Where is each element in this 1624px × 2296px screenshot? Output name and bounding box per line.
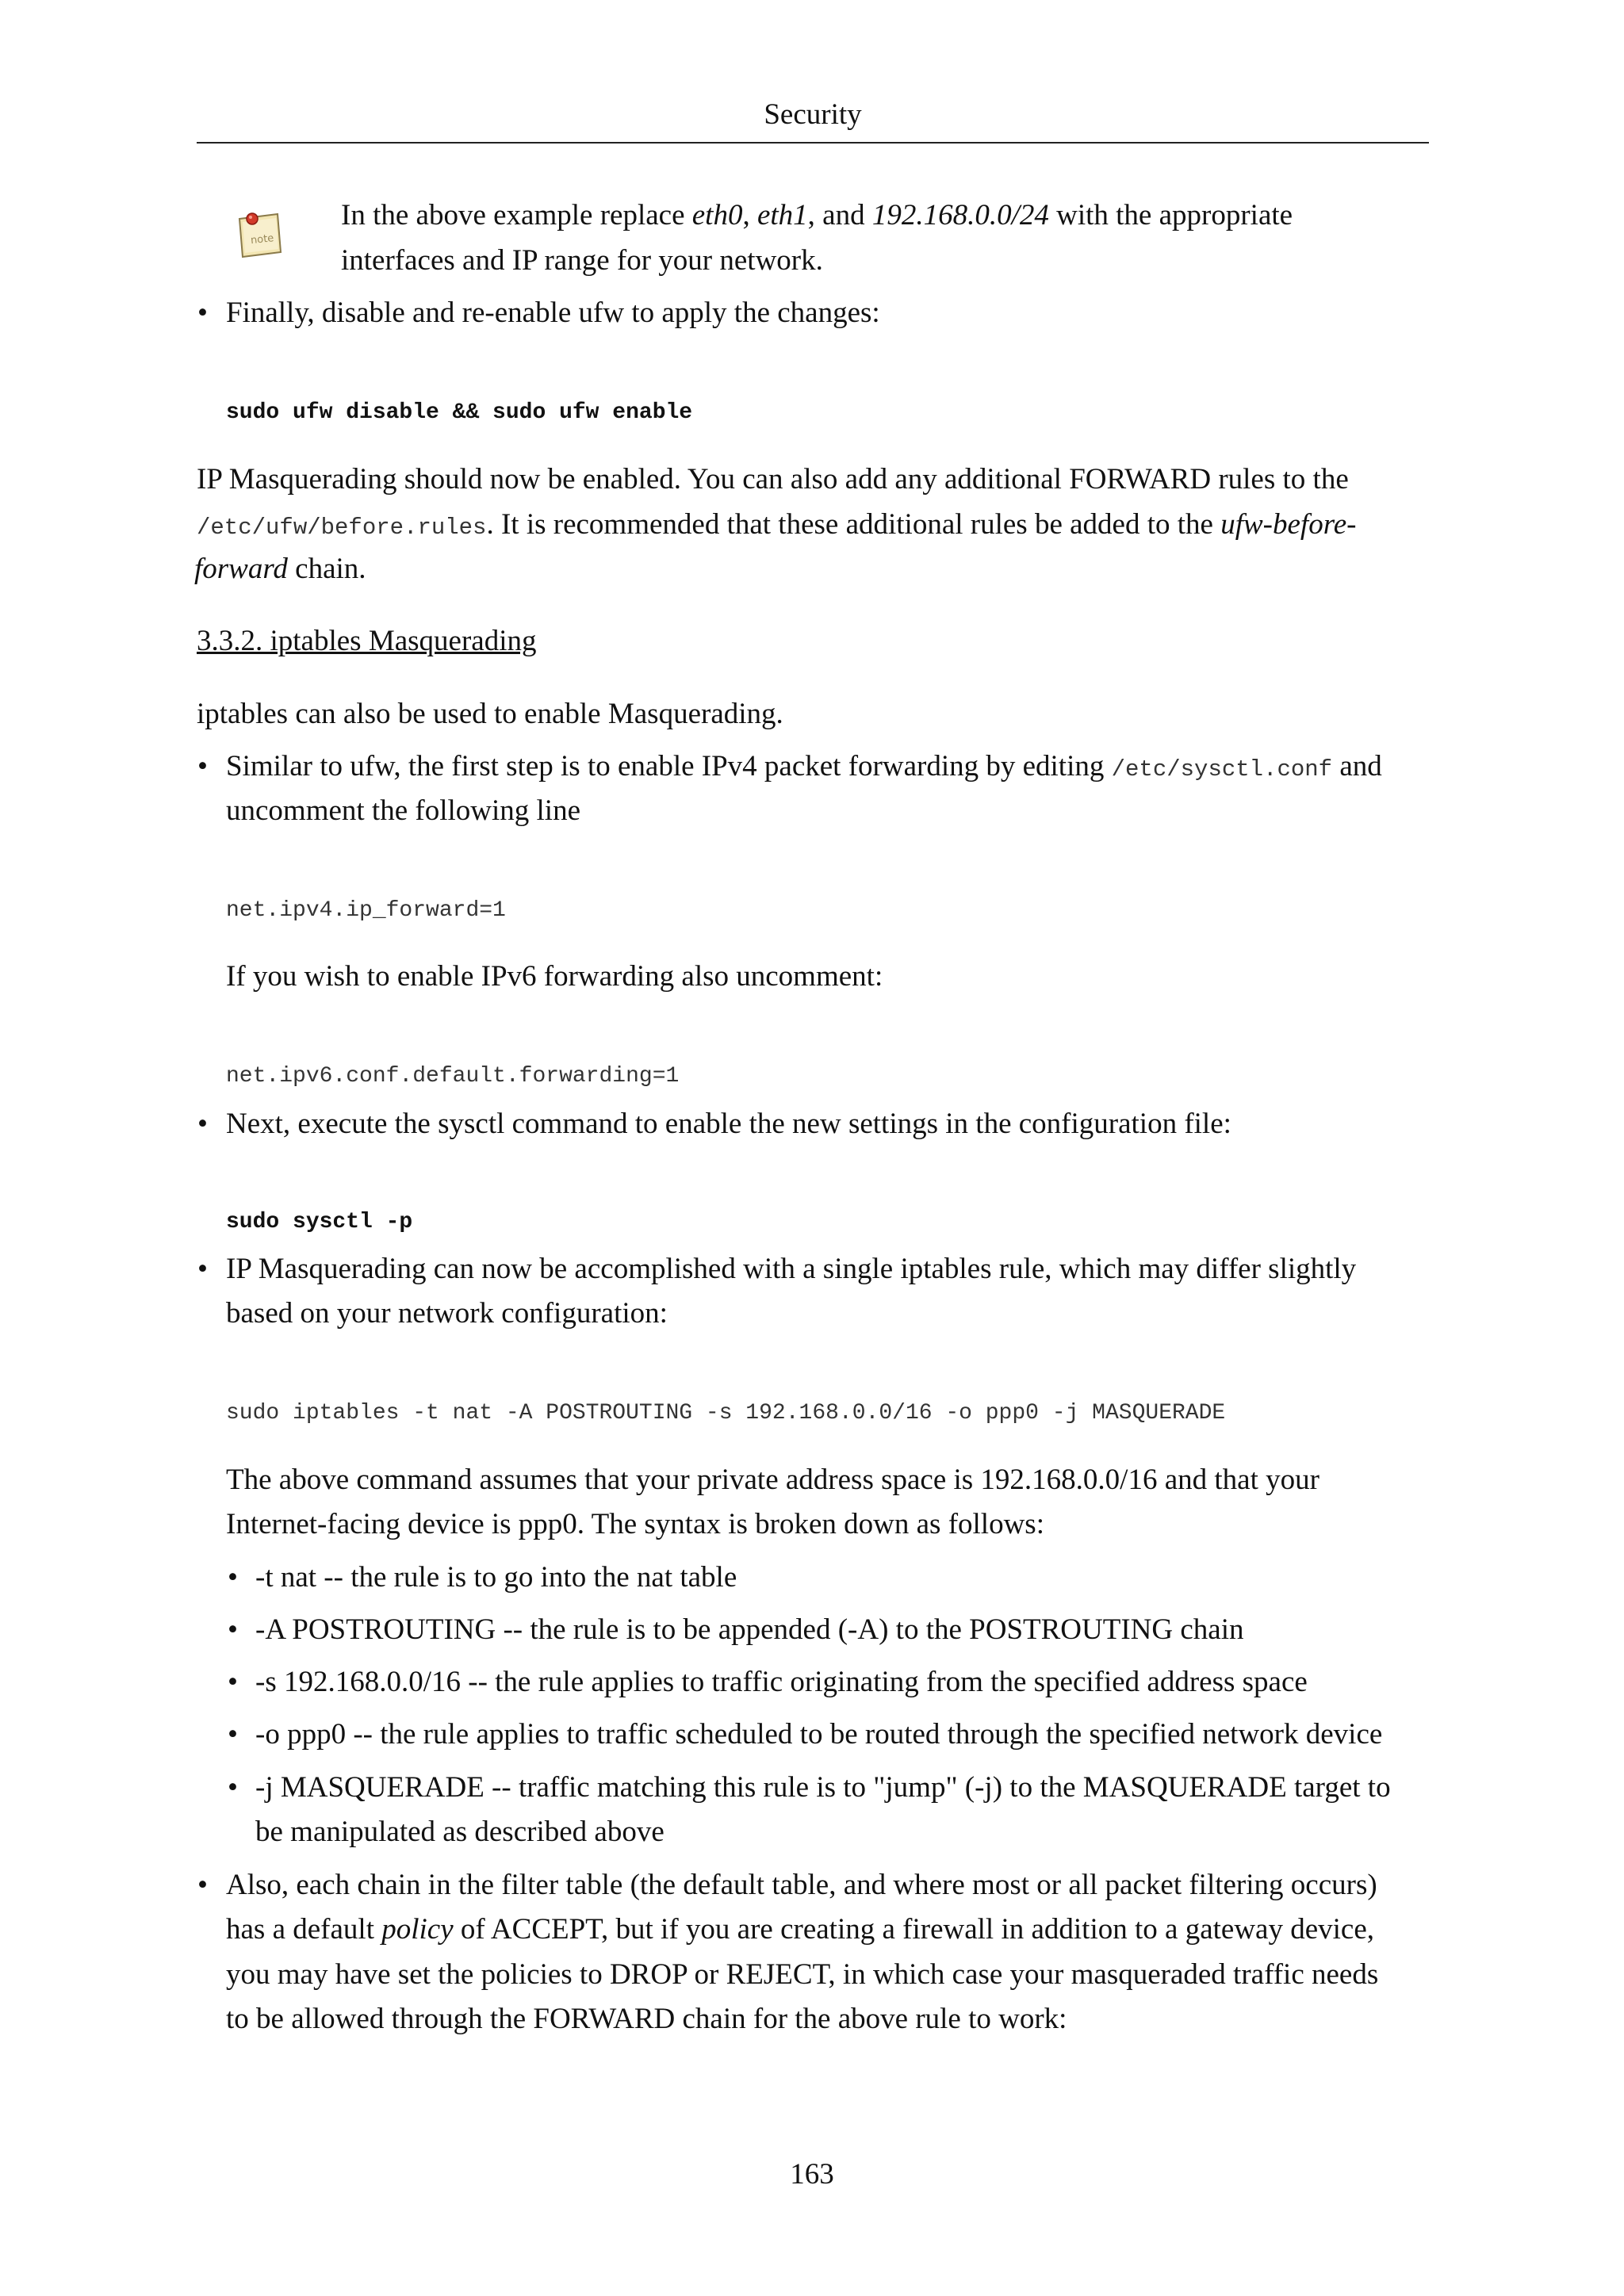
chain-suffix: chain. [287,553,366,585]
para-masquerading-line-3 [194,554,366,584]
bullet-sysctl-text: Next, execute the sysctl command to enable the new settings in the configuration file: [226,1108,1231,1140]
code-ipv4-forward: net.ipv4.ip_forward=1 [226,898,506,923]
note-sep-1: , [742,199,757,232]
running-header: Security [764,98,862,131]
bullet-marker: • [197,1253,208,1285]
sub-item-masquerade-line-1: -j MASQUERADE -- traffic matching this rule is to "jump" (-j) to the MASQUERADE target to [255,1771,1391,1804]
sub-bullet-marker: • [228,1718,238,1751]
bullet-marker: • [197,1869,208,1901]
sub-item-masquerade-line-2: be manipulated as described above [255,1816,665,1848]
ipv4-text-and: and [1332,750,1382,783]
code-sysctl-p: sudo sysctl -p [226,1210,413,1234]
para-command-explanation-line-2: Internet-facing device is ppp0. The syntax is broken down as follows: [226,1508,1044,1540]
policy-term: policy [381,1913,454,1946]
svg-text:note: note [250,232,275,247]
bullet-marker: • [197,1108,208,1140]
ipv6-instruction: If you wish to enable IPv6 forwarding also uncomment: [226,960,883,993]
note-eth1: eth1 [756,199,808,232]
bullet-filter-table-line-2 [226,1915,1374,1944]
sub-item-postrouting: -A POSTROUTING -- the rule is to be appended (-A) to the POSTROUTING chain [255,1613,1244,1646]
note-icon [235,208,285,260]
bullet-ipv4-forwarding-line-2: uncomment the following line [226,794,580,827]
bullet-filter-table-line-1: Also, each chain in the filter table (the default table, and where most or all packet filtering occurs) [226,1869,1377,1901]
para-masquerading-line-1: IP Masquerading should now be enabled. You can also add any additional FORWARD rules to the [197,463,1349,496]
note-text-line-2: interfaces and IP range for your network. [341,244,823,277]
section-heading-iptables-masquerading[interactable]: 3.3.2. iptables Masquerading [197,625,537,657]
sub-bullet-marker: • [228,1613,238,1646]
note-text-line-1 [341,201,1293,230]
sub-item-nat-table: -t nat -- the rule is to go into the nat table [255,1561,737,1594]
sub-item-output-device: -o ppp0 -- the rule applies to traffic scheduled to be routed through the specified network device [255,1718,1383,1751]
bullet-iptables-rule-line-2: based on your network configuration: [226,1297,668,1330]
code-iptables-masquerade: sudo iptables -t nat -A POSTROUTING -s 192.168.0.0/16 -o ppp0 -j MASQUERADE [226,1401,1226,1425]
sub-bullet-marker: • [228,1771,238,1804]
chain-name-part-1: ufw-before- [1220,508,1357,541]
note-eth0: eth0 [691,199,743,232]
code-ufw-disable-enable: sudo ufw disable && sudo ufw enable [226,400,693,425]
ipv4-text: Similar to ufw, the first step is to enable IPv4 packet forwarding by editing [226,750,1112,783]
bullet-iptables-rule-line-1: IP Masquerading can now be accomplished with a single iptables rule, which may differ slightly [226,1253,1357,1285]
filter-text-a: has a default [226,1913,382,1946]
note-ip-range: 192.168.0.0/24 [871,199,1049,232]
sysctl-conf-path: /etc/sysctl.conf [1111,756,1333,783]
note-sep-2: , and [807,199,872,232]
para-iptables-intro: iptables can also be used to enable Masquerading. [197,698,783,730]
sub-bullet-marker: • [228,1561,238,1594]
code-ipv6-forwarding: net.ipv6.conf.default.forwarding=1 [226,1064,680,1089]
bullet-ipv4-forwarding-line-1 [226,752,1382,781]
bullet-filter-table-line-3: you may have set the policies to DROP or REJECT, in which case your masqueraded traffic needs [226,1958,1379,1991]
bullet-disable-enable-text: Finally, disable and re-enable ufw to apply the changes: [226,297,880,329]
before-rules-path: /etc/ufw/before.rules [197,515,487,541]
bullet-filter-table-line-4: to be allowed through the FORWARD chain for the above rule to work: [226,2003,1067,2035]
chain-name-part-2: forward [194,553,288,585]
para-masquerading-line-2 [197,510,1356,539]
para-command-explanation-line-1: The above command assumes that your private address space is 192.168.0.0/16 and that your [226,1464,1320,1496]
page-number: 163 [790,2158,834,2191]
note-text-a: In the above example replace [341,199,692,232]
sub-bullet-marker: • [228,1666,238,1698]
para-masquerading-text: . It is recommended that these additional rules be added to the [486,508,1221,541]
bullet-marker: • [197,297,208,329]
note-text-b: with the appropriate [1048,199,1293,232]
sub-item-source-address: -s 192.168.0.0/16 -- the rule applies to traffic originating from the specified address space [255,1666,1308,1698]
header-rule [197,142,1429,144]
bullet-marker: • [197,750,208,783]
filter-text-b: of ACCEPT, but if you are creating a firewall in addition to a gateway device, [453,1913,1375,1946]
